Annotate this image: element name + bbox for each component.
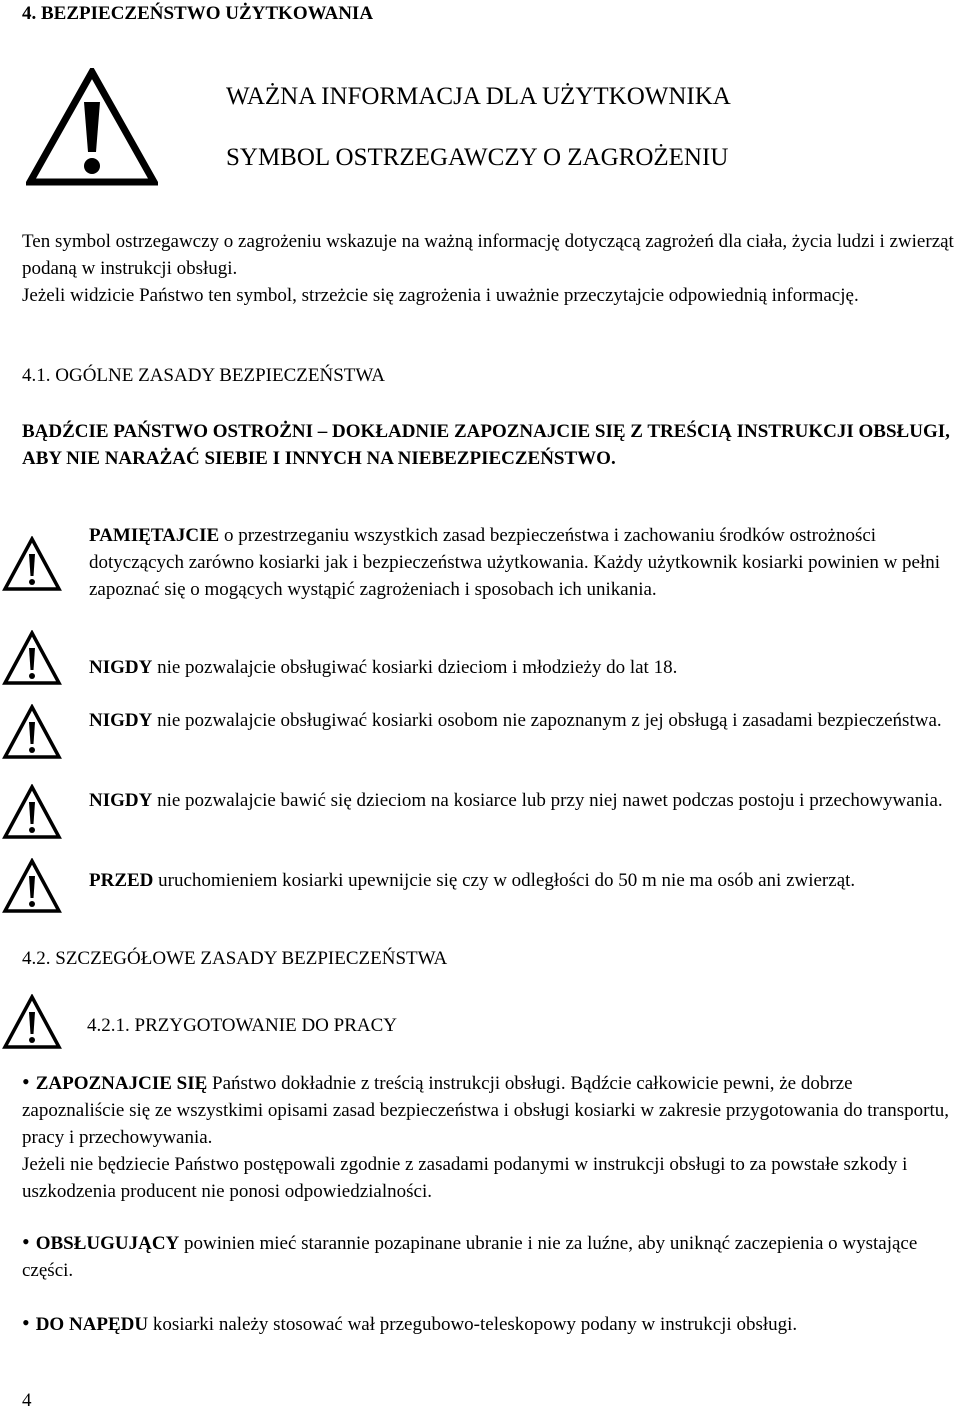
warning-text: nie pozwalajcie obsługiwać kosiarki dzieciom i młodzieży do lat 18. [152,657,678,678]
warning-lead: PAMIĘTAJCIE [89,525,220,546]
bullet-text: kosiarki należy stosować wał przegubowo-teleskopowy podany w instrukcji obsługi. [148,1314,798,1335]
bullet-icon: • [22,1229,30,1254]
warning-never-play [89,787,957,814]
warning-before-start [89,867,957,894]
intro-text [22,228,957,309]
header-important-info: WAŻNA INFORMACJA DLA UŻYTKOWNIKA [226,83,731,110]
general-rules-heading: 4.1. OGÓLNE ZASADY BEZPIECZEŃSTWA [22,365,385,386]
page-number: 4 [22,1390,32,1411]
warning-lead: PRZED [89,870,154,891]
warning-icon [2,784,62,840]
bullet-icon: • [22,1310,30,1335]
warning-text: uruchomieniem kosiarki upewnijcie się czy w odległości do 50 m nie ma osób ani zwierząt. [153,870,856,891]
bullet-text: powinien mieć starannie pozapinane ubranie i nie za luźne, aby uniknąć zaczepienia o wystające części. [22,1233,918,1281]
intro-paragraph-1: Ten symbol ostrzegawczy o zagrożeniu wskazuje na ważną informację dotyczącą zagrożeń dla ciała, życia ludzi i zwierząt podaną w instrukcji obsługi. [22,231,954,279]
warning-lead: NIGDY [89,657,153,678]
warning-icon [2,994,62,1050]
list-item [22,1068,957,1205]
bullet-text: Państwo dokładnie z treścią instrukcji obsługi. Bądźcie całkowicie pewni, że dobrze zapoznaliście się ze wszystkimi opisami zasad bezpieczeństwa i obsługi kosiarki w zakresie przygotowania do transportu, pracy i przechowywania. [22,1073,950,1148]
warning-text: o przestrzeganiu wszystkich zasad bezpieczeństwa i zachowaniu środków ostrożności dotyczących zarówno kosiarki jak i bezpieczeństwa użytkowania. Każdy użytkownik kosiarki powinien w pełni zapoznać się o mogących wystąpić zagrożeniach i sposobach ich unikania. [89,525,941,600]
warning-lead: NIGDY [89,790,153,811]
warning-never-children [89,654,957,681]
warning-lead: NIGDY [89,710,153,731]
warning-text: nie pozwalajcie obsługiwać kosiarki osobom nie zapoznanym z jej obsługą i zasadami bezpieczeństwa. [152,710,942,731]
warning-icon [2,858,62,914]
bullet-lead: DO NAPĘDU [35,1314,149,1335]
list-item [22,1228,957,1284]
bullet-icon: • [22,1069,30,1094]
preparation-heading: 4.2.1. PRZYGOTOWANIE DO PRACY [87,1015,397,1036]
detailed-rules-heading: 4.2. SZCZEGÓŁOWE ZASADY BEZPIECZEŃSTWA [22,948,448,969]
section-title: 4. BEZPIECZEŃSTWO UŻYTKOWANIA [22,3,374,24]
bullet-extra: Jeżeli nie będziecie Państwo postępowali zgodnie z zasadami podanymi w instrukcji obsługi to za powstałe szkody i uszkodzenia producent nie ponosi odpowiedzialności. [22,1154,908,1202]
intro-paragraph-2: Jeżeli widzicie Państwo ten symbol, strzeżcie się zagrożenia i uważnie przeczytajcie odpowiednią informację. [22,285,859,306]
warning-icon [2,704,62,760]
warning-triangle-icon [26,68,158,186]
list-item [22,1309,957,1338]
warning-text: nie pozwalajcie bawić się dzieciom na kosiarce lub przy niej nawet podczas postoju i przechowywania. [152,790,943,811]
warning-never-untrained [89,707,957,734]
header-warning-symbol: SYMBOL OSTRZEGAWCZY O ZAGROŻENIU [226,144,729,171]
warning-remember [89,522,957,603]
warning-icon [2,630,62,686]
caps-notice: BĄDŹCIE PAŃSTWO OSTROŻNI – DOKŁADNIE ZAPOZNAJCIE SIĘ Z TREŚCIĄ INSTRUKCJI OBSŁUGI, ABY NIE NARAŻAĆ SIEBIE I INNYCH NA NIEBEZPIECZEŃSTWO. [22,421,950,469]
bullet-lead: OBSŁUGUJĄCY [35,1233,180,1254]
bullet-lead: ZAPOZNAJCIE SIĘ [35,1073,208,1094]
warning-icon [2,536,62,592]
